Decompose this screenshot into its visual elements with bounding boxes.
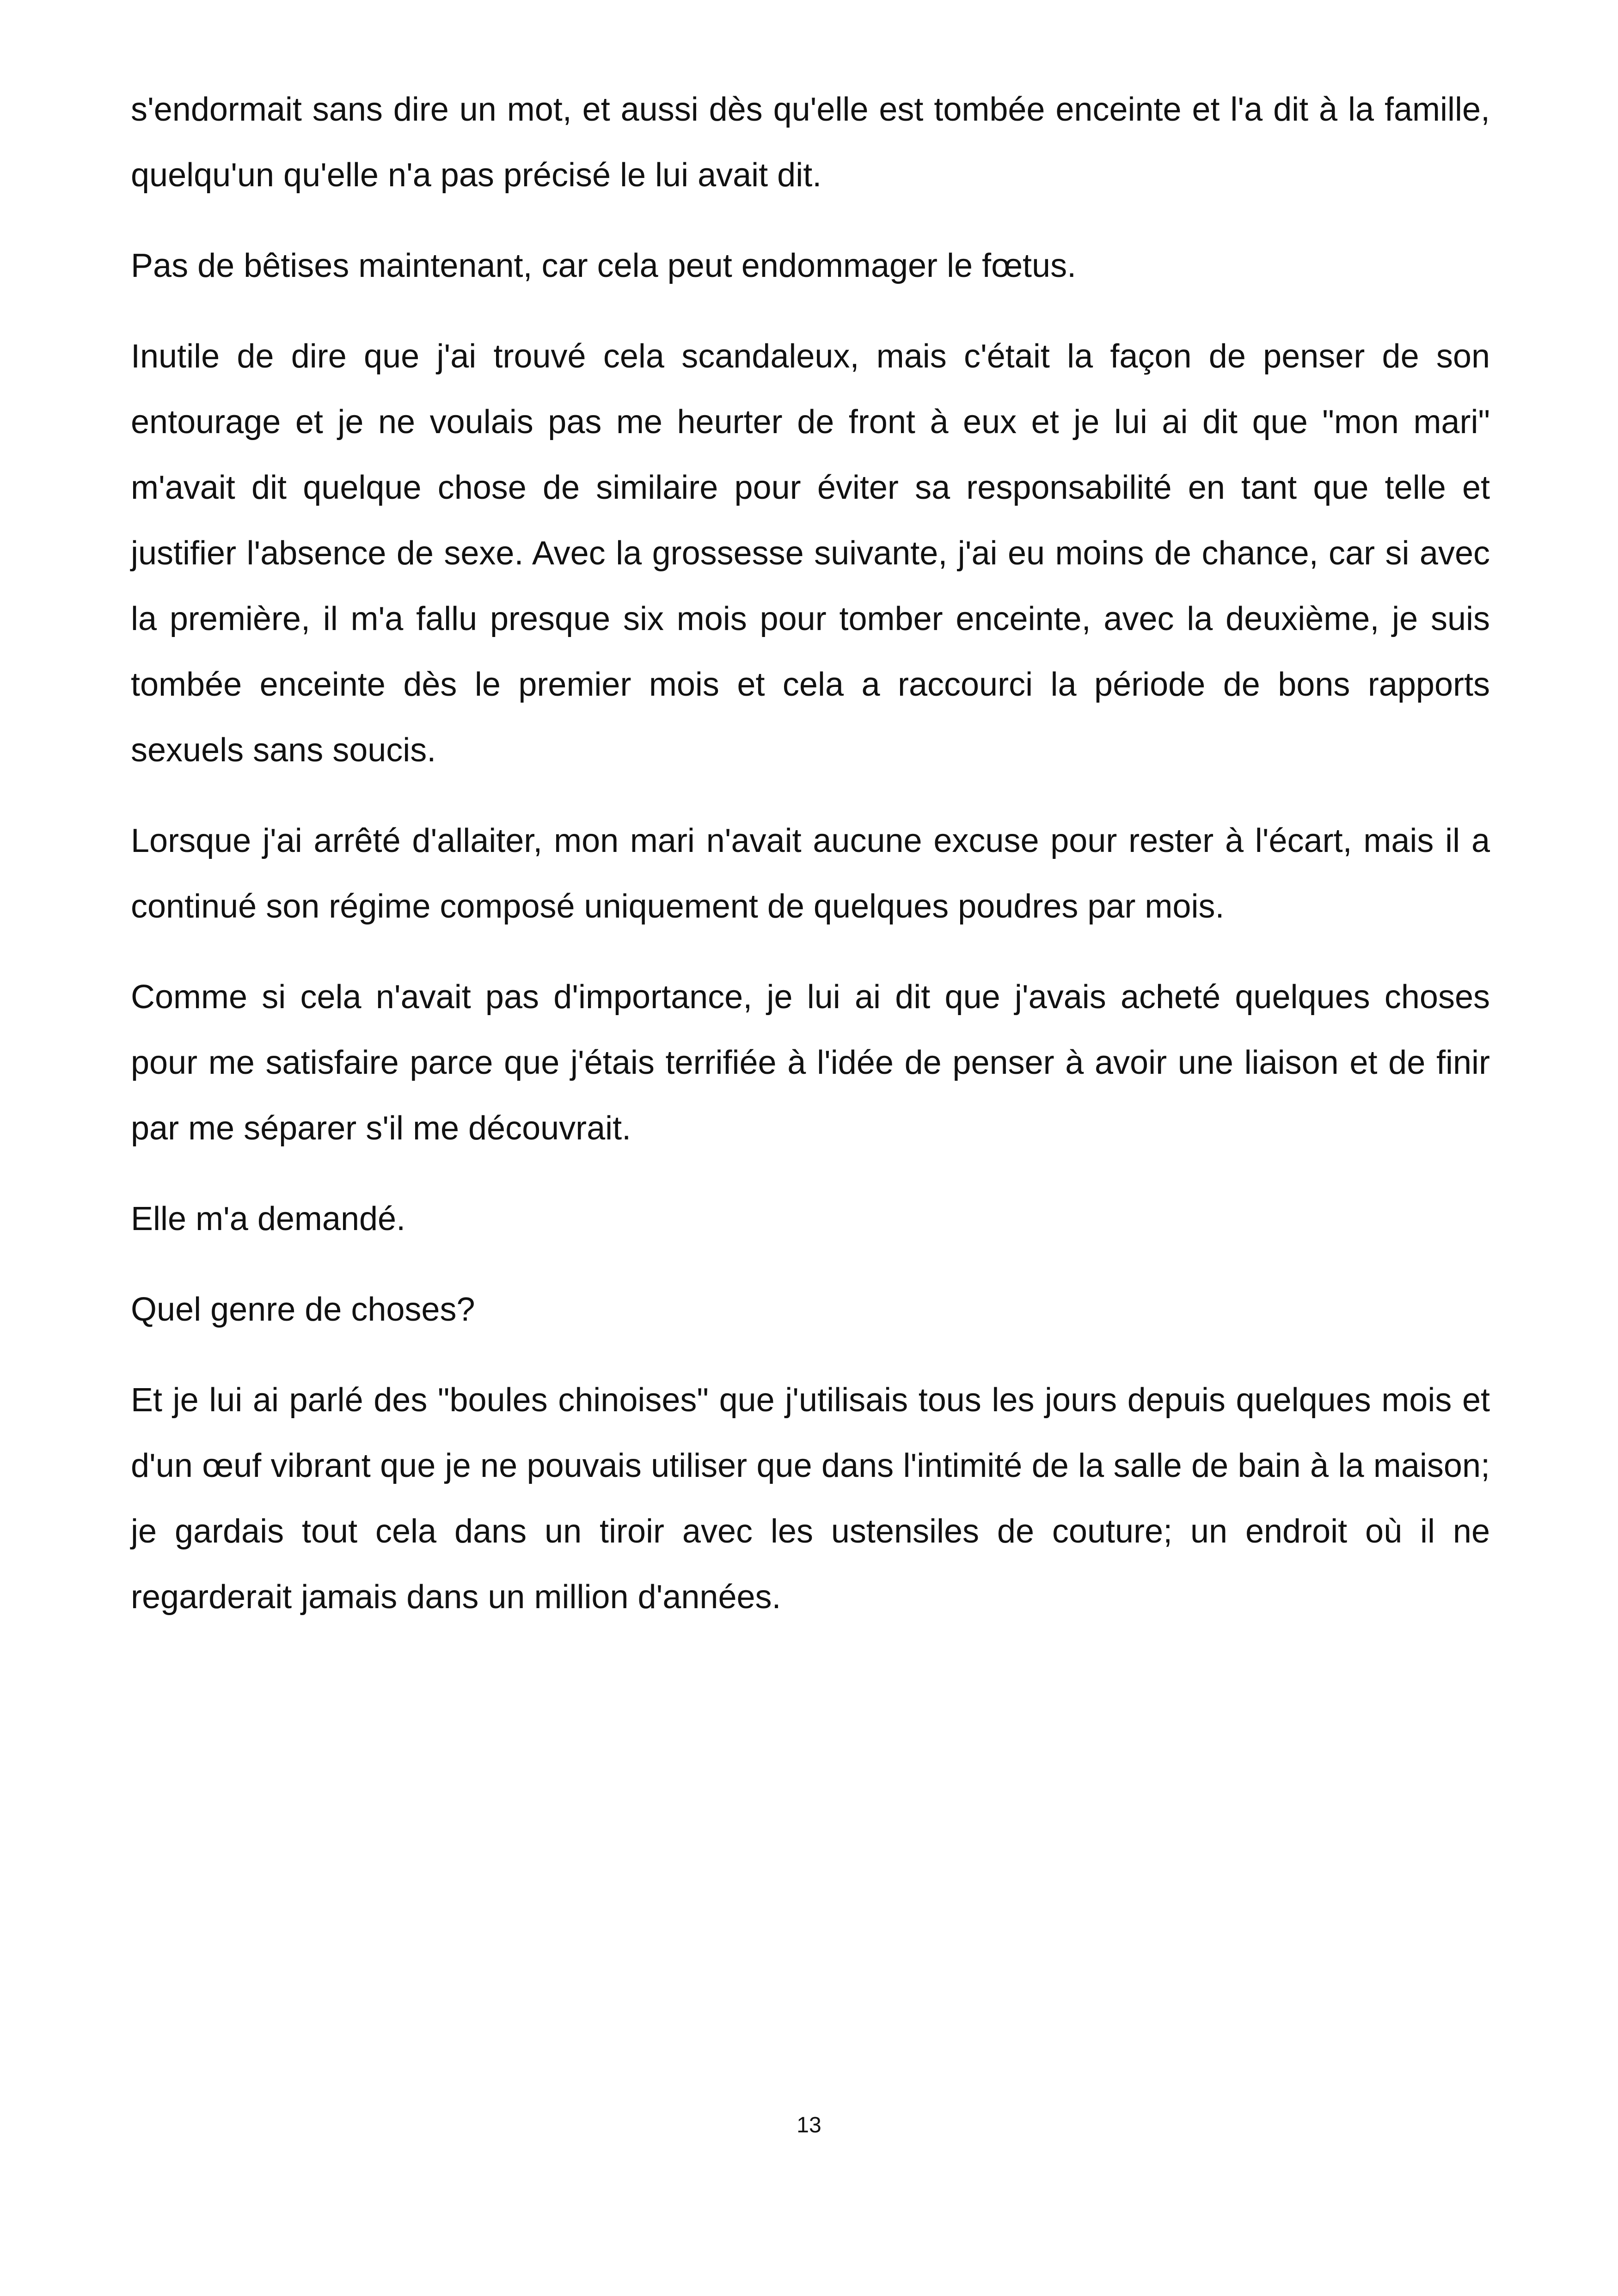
paragraph: Pas de bêtises maintenant, car cela peut endommager le fœtus. (131, 247, 1077, 284)
body-text (131, 77, 1490, 1655)
paragraph: s'endormait sans dire un mot, et aussi dès qu'elle est tombée enceinte et l'a dit à la famille, quelqu'un qu'elle n'a pas précisé le lui avait dit. (131, 91, 1490, 194)
paragraph: Comme si cela n'avait pas d'importance, je lui ai dit que j'avais acheté quelques choses pour me satisfaire parce que j'étais terrifiée à l'idée de penser à avoir une liaison et de finir par me séparer s'il me découvrait. (131, 979, 1490, 1147)
paragraph: Inutile de dire que j'ai trouvé cela scandaleux, mais c'était la façon de penser de son entourage et je ne voulais pas me heurter de front à eux et je lui ai dit que "mon mari" m'avait dit quelque chose de similaire pour éviter sa responsabilité en tant que telle et justifier l'absence de sexe. Avec la grossesse suivante, j'ai eu moins de chance, car si avec la première, il m'a fallu presque six mois pour tomber enceinte, avec la deuxième, je suis tombée enceinte dès le premier mois et cela a raccourci la période de bons rapports sexuels sans soucis. (131, 338, 1490, 769)
paragraph: Quel genre de choses? (131, 1291, 475, 1328)
paragraph: Lorsque j'ai arrêté d'allaiter, mon mari n'avait aucune excuse pour rester à l'écart, mais il a continué son régime composé uniquement de quelques poudres par mois. (131, 822, 1490, 925)
page-number: 13 (797, 2113, 821, 2137)
paragraph: Et je lui ai parlé des "boules chinoises" que j'utilisais tous les jours depuis quelques mois et d'un œuf vibrant que je ne pouvais utiliser que dans l'intimité de la salle de bain à la maison; je gardais tout cela dans un tiroir avec les ustensiles de couture; un endroit où il ne regarderait jamais dans un million d'années. (131, 1382, 1490, 1616)
paragraph: Elle m'a demandé. (131, 1200, 406, 1237)
